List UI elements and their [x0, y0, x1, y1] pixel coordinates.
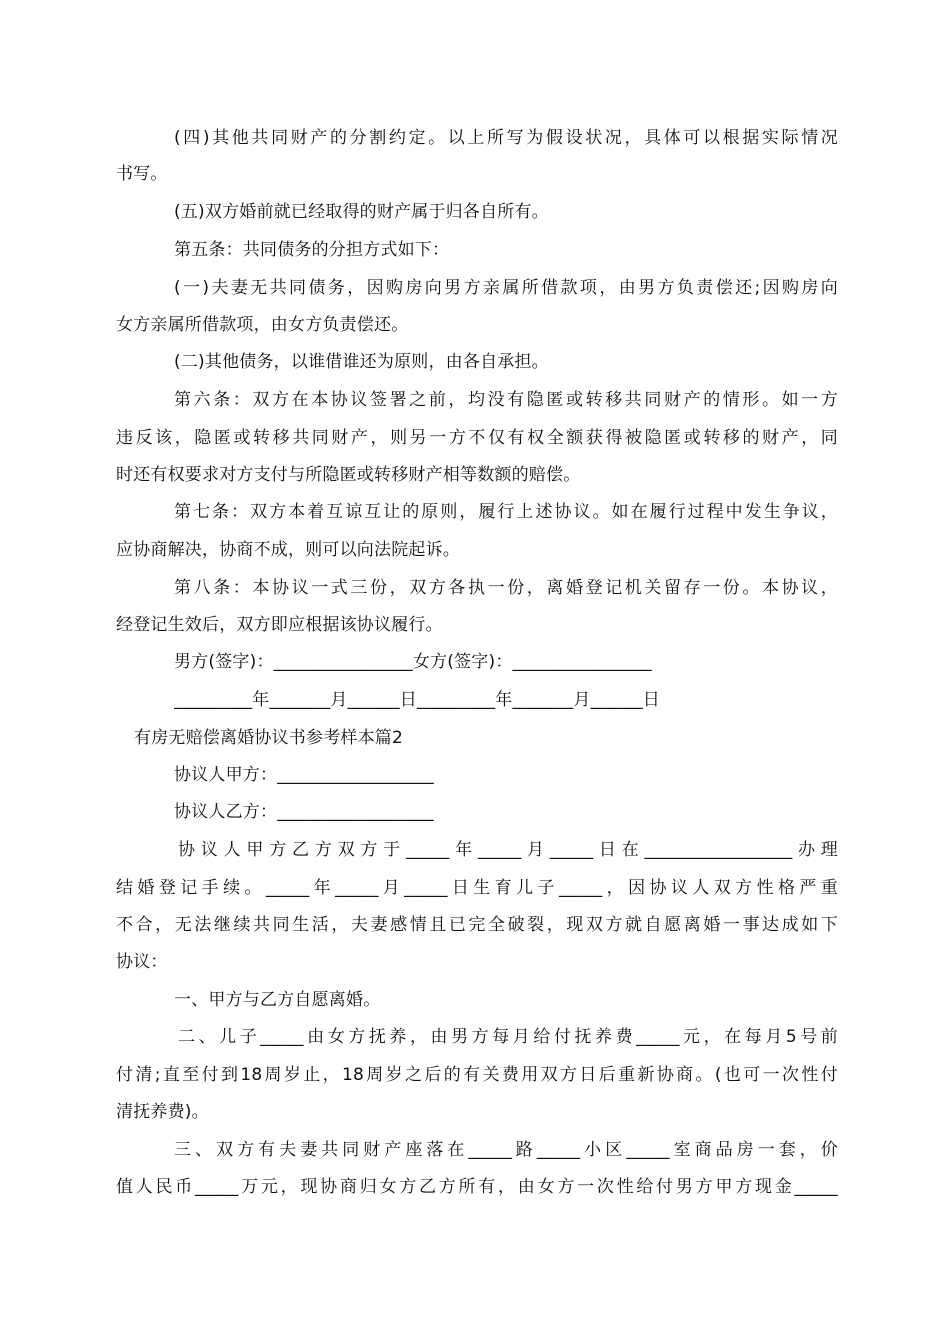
paragraph-line: 第七条：双方本着互谅互让的原则，履行上述协议。如在履行过程中发生争议，	[174, 502, 838, 522]
paragraph-line: 协议：	[116, 952, 168, 972]
paragraph-line: 女方亲属所借款项，由女方负责偿还。	[116, 315, 409, 335]
date-line: _________年_______月______日_________年_______月______日	[174, 690, 660, 710]
paragraph-line: 不合，无法继续共同生活，夫妻感情且已完全破裂，现双方就自愿离婚一事达成如下	[116, 915, 838, 935]
paragraph-line: 付清;直至付到18周岁止，18周岁之后的有关费用双方日后重新协商。(也可一次性付	[116, 1065, 838, 1085]
paragraph-line: (二)其他债务，以谁借谁还为原则，由各自承担。	[174, 352, 549, 372]
paragraph-line: 值人民币_____万元，现协商归女方乙方所有，由女方一次性给付男方甲方现金_____	[116, 1177, 838, 1197]
paragraph-line: 二、儿子_____由女方抚养，由男方每月给付抚养费_____元，在每月5号前	[178, 1027, 838, 1047]
paragraph-line: (四)其他共同财产的分割约定。以上所写为假设状况，具体可以根据实际情况	[174, 128, 838, 148]
party-b-line: 协议人乙方：__________________	[174, 802, 434, 822]
paragraph-line: 协议人甲方乙方双方于_____年_____月_____日在_________________办理	[178, 840, 838, 860]
paragraph-line: 第六条：双方在本协议签署之前，均没有隐匿或转移共同财产的情形。如一方	[174, 390, 838, 410]
paragraph-line: (五)双方婚前就已经取得的财产属于归各自所有。	[174, 202, 549, 222]
paragraph-line: 第八条：本协议一式三份，双方各执一份，离婚登记机关留存一份。本协议，	[174, 578, 838, 598]
paragraph-line: 经登记生效后，双方即应根据该协议履行。	[116, 615, 443, 635]
paragraph-line: (一)夫妻无共同债务，因购房向男方亲属所借款项，由男方负责偿还;因购房向	[174, 278, 838, 298]
paragraph-line: 违反该，隐匿或转移共同财产，则另一方不仅有权全额获得被隐匿或转移的财产，同	[116, 428, 838, 448]
paragraph-line: 清抚养费)。	[116, 1102, 209, 1122]
paragraph-line: 书写。	[116, 164, 168, 184]
signature-line: 男方(签字)：________________女方(签字)：________________	[174, 652, 652, 672]
paragraph-line: 时还有权要求对方支付与所隐匿或转移财产相等数额的赔偿。	[116, 465, 581, 485]
paragraph-line: 一、甲方与乙方自愿离婚。	[174, 990, 381, 1010]
paragraph-line: 结婚登记手续。_____年_____月_____日生育儿子_____，因协议人双方性格严重	[116, 878, 838, 898]
paragraph-line: 三、双方有夫妻共同财产座落在_____路_____小区_____室商品房一套，价	[174, 1140, 838, 1160]
section-title: 有房无赔偿离婚协议书参考样本篇2	[134, 728, 404, 748]
party-a-line: 协议人甲方：__________________	[174, 765, 434, 785]
paragraph-line: 应协商解决，协商不成，则可以向法院起诉。	[116, 540, 460, 560]
article-heading: 第五条：共同债务的分担方式如下：	[174, 240, 450, 260]
